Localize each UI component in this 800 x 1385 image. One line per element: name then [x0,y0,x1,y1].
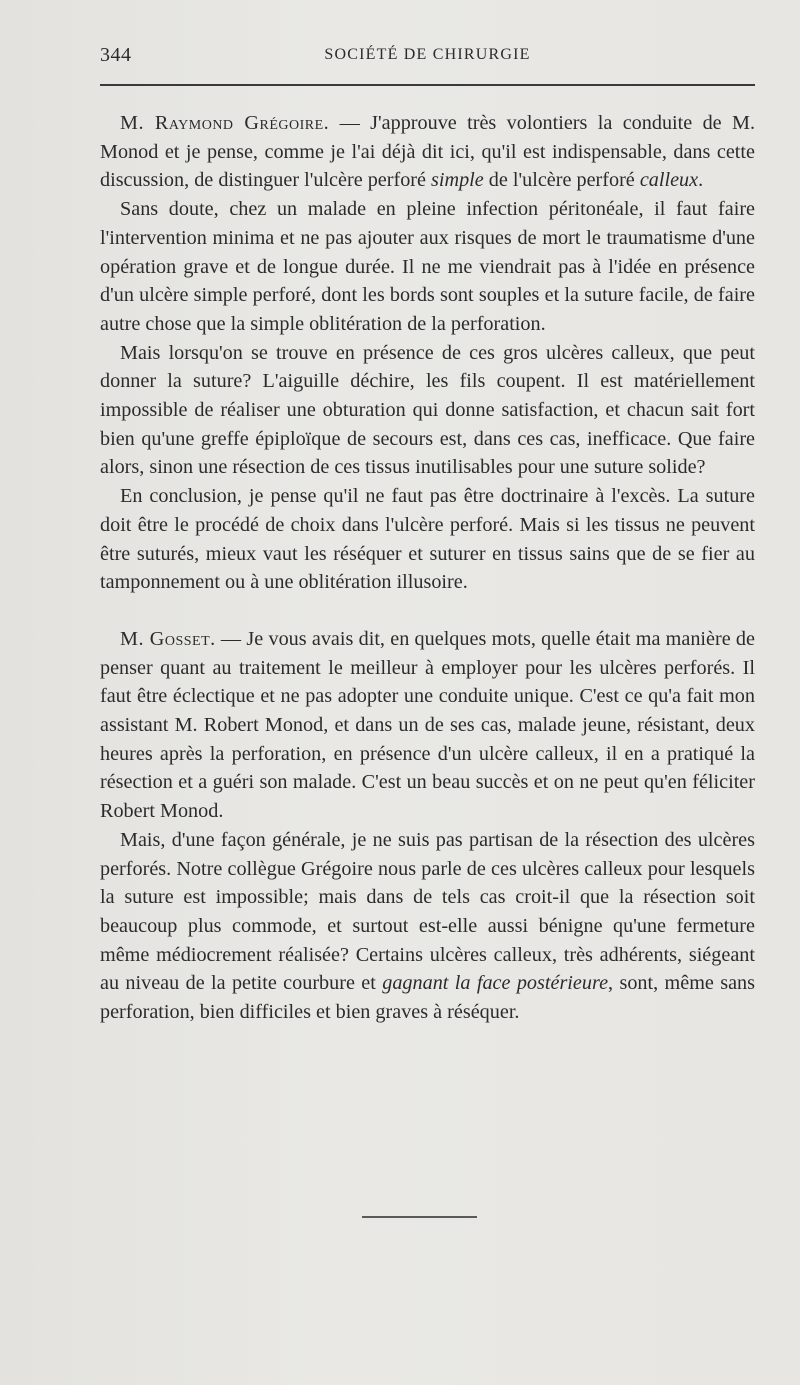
closing-rule [362,1216,477,1218]
speaker-name: M. Gosset. [120,627,216,650]
running-title: SOCIÉTÉ DE CHIRURGIE [324,46,531,63]
page-number: 344 [100,44,132,66]
paragraph-text: , sont, même sans perforation, bien difficiles et bien graves à réséquer. [100,972,755,1024]
paragraph-text: Mais, d'une façon générale, je ne suis pas partisan de la résection des ulcères perforés. Notre collègue Grégoire nous parle de ces ulcères calleux pour lesquels la suture est impossible; mais dans de tels cas croit-il que la résection soit beaucoup plus commode, et surtout est-elle aussi bénigne qu'une fermeture même médiocrement réalisée? Certains ulcères calleux, très adhérents, siégeant au niveau de la petite courbure et [100,828,755,995]
emphasis-text: simple [431,169,484,192]
paragraph-gregoire-intro [100,109,755,195]
paragraph [100,482,755,597]
header-rule [100,84,755,86]
body-text [100,109,755,1027]
paragraph-gosset-intro [100,625,755,826]
paragraph-text: de l'ulcère perforé [483,169,640,192]
paragraph-text: En conclusion, je pense qu'il ne faut pas être doctrinaire à l'excès. La suture doit être le procédé de choix dans l'ulcère perforé. Mais si les tissus ne peuvent être suturés, mieux vaut les réséquer et suturer en tissus sains que de se fier au tamponnement ou à une oblitération illusoire. [100,485,755,594]
paragraph-text: Sans doute, chez un malade en pleine infection péritonéale, il faut faire l'intervention minima et ne pas ajouter aux risques de mort le traumatisme d'une opération grave et de longue durée. Il ne me viendrait pas à l'idée en présence d'un ulcère simple perforé, dont les bords sont souples et la suture facile, de faire autre chose que la simple oblitération de la perforation. [100,198,755,335]
paragraph [100,195,755,339]
emphasis-text: gagnant la face postérieure [382,972,609,995]
paragraph [100,339,755,483]
paragraph-text: J'approuve très volontiers la conduite de M. Monod et je pense, comme je l'ai déjà dit ici, qu'il est indispensable, dans cette discussion, de distinguer l'ulcère perforé [100,112,756,192]
running-head [100,44,755,74]
paragraph-text: Mais lorsqu'on se trouve en présence de ces gros ulcères calleux, que peut donner la suture? L'aiguille déchire, les fils coupent. Il est matériellement impossible de réaliser une obturation qui donne satisfaction, et chacun sait fort bien qu'une greffe épiploïque de secours est, dans ces cas, inefficace. Que faire alors, sinon une résection de ces tissus inutilisables pour une suture solide? [100,341,755,479]
dash: — [329,112,371,134]
dash: — [215,627,247,650]
paragraph-text: Je vous avais dit, en quelques mots, quelle était ma manière de penser quant au traitement le meilleur à employer pour les ulcères perforés. Il faut être éclectique et ne pas adopter une conduite unique. C'est ce qu'a fait mon assistant M. Robert Monod, et dans un de ses cas, malade jeune, résistant, deux heures après la perforation, en présence d'un ulcère calleux, il en a pratiqué la résection et a guéri son malade. C'est un beau succès et on ne peut qu'en féliciter Robert Monod. [100,627,755,823]
emphasis-text: calleux [639,169,699,192]
paragraph-text: . [698,169,704,192]
speaker-name: M. Raymond Grégoire. [120,112,330,134]
paragraph [100,826,755,1027]
